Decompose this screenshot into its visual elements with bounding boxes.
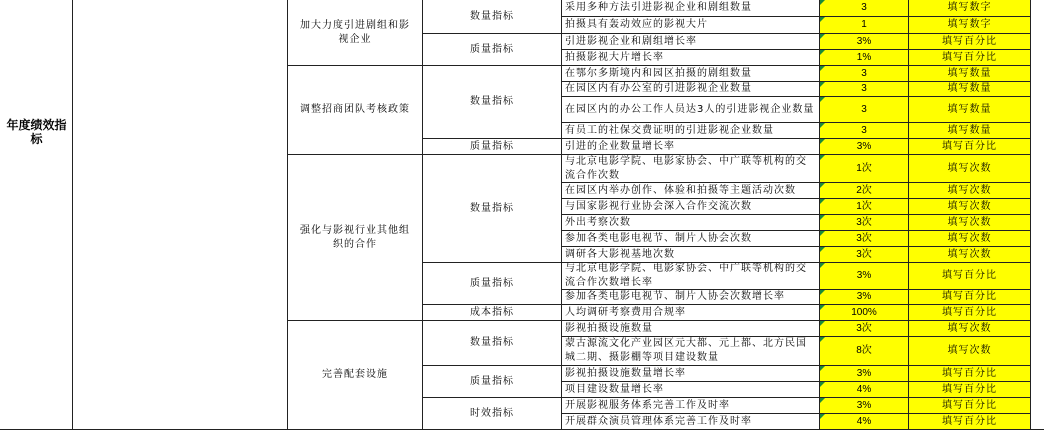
indicator-name-cell[interactable]: 与北京电影学院、电影家协会、中广联等机构的交流合作次数增长率 [562, 263, 820, 290]
indicator-value-cell[interactable]: 3 [820, 97, 909, 123]
col-b-cell[interactable] [73, 0, 288, 430]
indicator-note-cell[interactable]: 填写百分比 [909, 366, 1031, 382]
indicator-value-cell[interactable]: 1次 [820, 199, 909, 215]
indicator-name-cell[interactable]: 与国家影视行业协会深入合作交流次数 [562, 199, 820, 215]
indicator-value-cell[interactable]: 8次 [820, 337, 909, 366]
indicator-name-cell[interactable]: 参加各类电影电视节、制片人协会次数增长率 [562, 290, 820, 305]
indicator-name-cell[interactable]: 在园区内举办创作、体验和拍摄等主题活动次数 [562, 183, 820, 199]
indicator-name-cell[interactable]: 外出考察次数 [562, 215, 820, 231]
cell-flag-marker [820, 247, 825, 252]
indicator-value-cell[interactable]: 3% [820, 34, 909, 50]
indicator-name-cell[interactable]: 引进的企业数量增长率 [562, 139, 820, 155]
cell-flag-marker [820, 66, 825, 71]
cell-flag-marker [820, 155, 825, 160]
indicator-name-cell[interactable]: 参加各类电影电视节、制片人协会次数 [562, 231, 820, 247]
cell-flag-marker [820, 231, 825, 236]
cell-flag-marker [820, 215, 825, 220]
project-cell[interactable]: 强化与影视行业其他组织的合作 [288, 155, 423, 321]
indicator-name-cell[interactable]: 有员工的社保交费证明的引进影视企业数量 [562, 123, 820, 139]
cell-flag-marker [820, 34, 825, 39]
indicator-value-cell[interactable]: 1% [820, 50, 909, 66]
category-cell[interactable]: 数量指标 [423, 321, 562, 366]
project-cell[interactable]: 调整招商团队考核政策 [288, 66, 423, 155]
indicator-note-cell[interactable]: 填写次数 [909, 321, 1031, 337]
category-cell[interactable]: 质量指标 [423, 263, 562, 305]
indicator-value-cell[interactable]: 3% [820, 139, 909, 155]
indicator-value-cell[interactable]: 3次 [820, 231, 909, 247]
indicator-value-cell[interactable]: 3% [820, 398, 909, 414]
indicator-value-cell[interactable]: 1次 [820, 155, 909, 183]
indicator-name-cell[interactable]: 人均调研考察费用合规率 [562, 305, 820, 321]
cell-flag-marker [820, 305, 825, 310]
indicator-note-cell[interactable]: 填写百分比 [909, 50, 1031, 66]
cell-flag-marker [820, 0, 825, 5]
cell-flag-marker [820, 382, 825, 387]
indicator-value-cell[interactable]: 3 [820, 123, 909, 139]
indicator-note-cell[interactable]: 填写百分比 [909, 263, 1031, 290]
indicator-name-cell[interactable]: 影视拍摄设施数量 [562, 321, 820, 337]
indicator-value-cell[interactable]: 3次 [820, 215, 909, 231]
cell-flag-marker [820, 183, 825, 188]
indicator-name-cell[interactable]: 在园区内的办公工作人员达3人的引进影视企业数量 [562, 97, 820, 123]
category-cell[interactable]: 时效指标 [423, 398, 562, 430]
cell-flag-marker [820, 337, 825, 342]
indicator-note-cell[interactable]: 填写次数 [909, 337, 1031, 366]
indicator-value-cell[interactable]: 3次 [820, 321, 909, 337]
indicator-name-cell[interactable]: 引进影视企业和剧组增长率 [562, 34, 820, 50]
cell-flag-marker [820, 50, 825, 55]
indicator-value-cell[interactable]: 3 [820, 82, 909, 97]
project-cell[interactable]: 加大力度引进剧组和影视企业 [288, 0, 423, 66]
indicator-name-cell[interactable]: 采用多种方法引进影视企业和剧组数量 [562, 0, 820, 17]
cell-flag-marker [820, 199, 825, 204]
indicator-note-cell[interactable]: 填写百分比 [909, 398, 1031, 414]
indicator-value-cell[interactable]: 2次 [820, 183, 909, 199]
indicator-note-cell[interactable]: 填写数量 [909, 97, 1031, 123]
cell-flag-marker [820, 263, 825, 268]
indicator-note-cell[interactable]: 填写百分比 [909, 34, 1031, 50]
cell-flag-marker [820, 17, 825, 22]
indicator-note-cell[interactable]: 填写百分比 [909, 139, 1031, 155]
annual-performance-label: 年度绩效指标 [6, 118, 67, 146]
indicator-note-cell[interactable]: 填写数量 [909, 123, 1031, 139]
indicator-note-cell[interactable]: 填写次数 [909, 183, 1031, 199]
indicator-value-cell[interactable]: 3 [820, 66, 909, 82]
indicator-note-cell[interactable]: 填写数量 [909, 66, 1031, 82]
indicator-value-cell[interactable]: 3 [820, 0, 909, 17]
col-a-cell[interactable] [0, 0, 73, 430]
indicator-note-cell[interactable]: 填写百分比 [909, 290, 1031, 305]
indicator-value-cell[interactable]: 4% [820, 414, 909, 430]
col-blank-cell[interactable] [1031, 0, 1044, 430]
cell-flag-marker [820, 123, 825, 128]
indicator-note-cell[interactable]: 填写次数 [909, 247, 1031, 263]
cell-flag-marker [820, 97, 825, 102]
indicator-note-cell[interactable]: 填写百分比 [909, 382, 1031, 398]
indicator-note-cell[interactable]: 填写百分比 [909, 305, 1031, 321]
cell-flag-marker [820, 290, 825, 295]
category-cell[interactable]: 质量指标 [423, 34, 562, 66]
category-cell[interactable]: 数量指标 [423, 66, 562, 139]
indicator-note-cell[interactable]: 填写次数 [909, 215, 1031, 231]
indicator-note-cell[interactable]: 填写数字 [909, 0, 1031, 17]
cell-flag-marker [820, 398, 825, 403]
indicator-value-cell[interactable]: 4% [820, 382, 909, 398]
cell-flag-marker [820, 321, 825, 326]
indicator-note-cell[interactable]: 填写次数 [909, 155, 1031, 183]
project-cell[interactable]: 完善配套设施 [288, 321, 423, 430]
indicator-value-cell[interactable]: 3% [820, 366, 909, 382]
category-cell[interactable]: 数量指标 [423, 155, 562, 263]
indicator-value-cell[interactable]: 100% [820, 305, 909, 321]
indicator-name-cell[interactable]: 在园区内有办公室的引进影视企业数量 [562, 82, 820, 97]
indicator-value-cell[interactable]: 3次 [820, 247, 909, 263]
category-cell[interactable]: 数量指标 [423, 0, 562, 34]
indicator-note-cell[interactable]: 填写次数 [909, 199, 1031, 215]
indicator-name-cell[interactable]: 拍摄具有轰动效应的影视大片 [562, 17, 820, 34]
cell-flag-marker [820, 366, 825, 371]
indicator-note-cell[interactable]: 填写百分比 [909, 414, 1031, 430]
category-cell[interactable]: 质量指标 [423, 366, 562, 398]
indicator-note-cell[interactable]: 填写数量 [909, 82, 1031, 97]
indicator-name-cell[interactable]: 调研各大影视基地次数 [562, 247, 820, 263]
category-cell[interactable]: 成本指标 [423, 305, 562, 321]
indicator-name-cell[interactable]: 开展群众演员管理体系完善工作及时率 [562, 414, 820, 430]
indicator-name-cell[interactable]: 蒙古源流文化产业园区元大都、元上都、北方民国城二期、摄影棚等项目建设数量 [562, 337, 820, 366]
indicator-name-cell[interactable]: 在鄂尔多斯境内和园区拍摄的剧组数量 [562, 66, 820, 82]
category-cell[interactable]: 质量指标 [423, 139, 562, 155]
indicator-value-cell[interactable]: 3% [820, 290, 909, 305]
indicator-value-cell[interactable]: 1 [820, 17, 909, 34]
cell-flag-marker [820, 414, 825, 419]
indicator-name-cell[interactable]: 与北京电影学院、电影家协会、中广联等机构的交流合作次数 [562, 155, 820, 183]
indicator-name-cell[interactable]: 影视拍摄设施数量增长率 [562, 366, 820, 382]
indicator-name-cell[interactable]: 开展影视服务体系完善工作及时率 [562, 398, 820, 414]
indicator-note-cell[interactable]: 填写数字 [909, 17, 1031, 34]
indicator-name-cell[interactable]: 拍摄影视大片增长率 [562, 50, 820, 66]
indicator-note-cell[interactable]: 填写次数 [909, 231, 1031, 247]
cell-flag-marker [820, 139, 825, 144]
indicator-value-cell[interactable]: 3% [820, 263, 909, 290]
indicator-name-cell[interactable]: 项目建设数量增长率 [562, 382, 820, 398]
cell-flag-marker [820, 82, 825, 87]
